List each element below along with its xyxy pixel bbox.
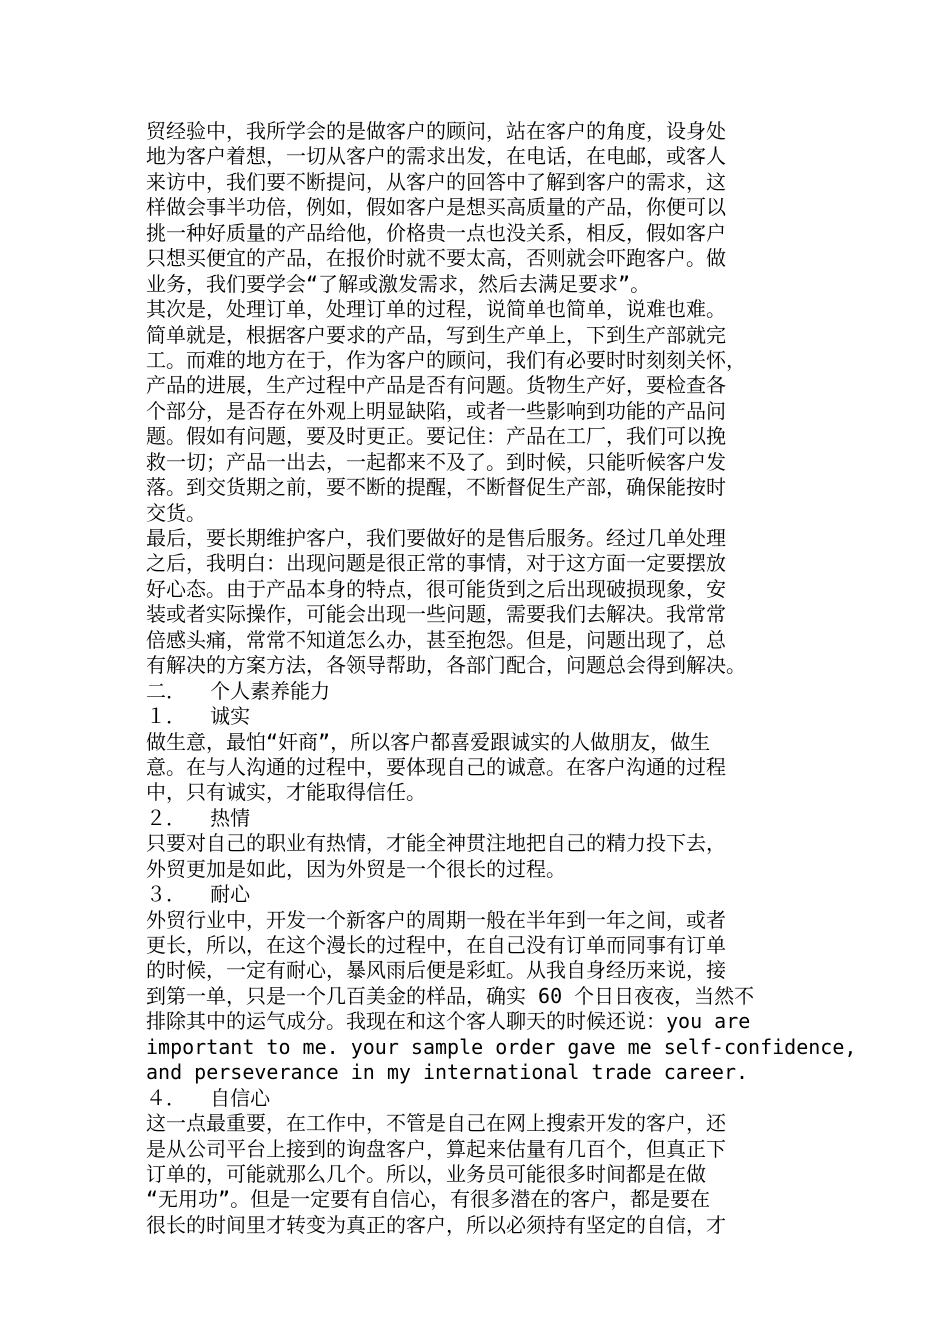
paragraph-order-processing: [146, 297, 811, 526]
text-line: 个部分，是否存在外观上明显缺陷，或者一些影响到功能的产品问: [146, 398, 726, 423]
text-line: 外贸行业中，开发一个新客户的周期一般在半年到一年之间，或者: [146, 907, 726, 932]
text-line: 贸经验中，我所学会的是做客户的顾问，站在客户的角度，设身处: [146, 119, 726, 143]
document-body: [146, 119, 857, 1238]
text-line: 有解决的方案方法，各领导帮助，各部门配合，问题总会得到解决。: [146, 653, 746, 678]
text-line: 中，只有诚实，才能取得信任。: [146, 780, 426, 805]
text-line: 到第一单，只是一个几百美金的样品，确实 60 个日日夜夜，当然不: [146, 983, 755, 1008]
paragraph-customer-consultant: [146, 119, 811, 297]
text-line: 只想买便宜的产品，在报价时就不要太高，否则就会吓跑客户。做: [146, 246, 726, 271]
paragraph-honesty: [146, 730, 811, 806]
text-line: 落。到交货期之前，要不断的提醒，不断督促生产部，确保能按时: [146, 475, 726, 500]
text-line: 这一点最重要，在工作中，不管是自己在网上搜索开发的客户，还: [146, 1111, 726, 1136]
text-line: important to me. your sample order gave me self-confidence,: [146, 1034, 857, 1059]
text-line: 交货。: [146, 500, 206, 525]
text-line: 做生意，最怕“奸商”，所以客户都喜爱跟诚实的人做朋友，做生: [146, 729, 711, 754]
text-line: 之后，我明白：出现问题是很正常的事情，对于这方面一定要摆放: [146, 551, 726, 576]
text-line: 的时候，一定有耐心，暴风雨后便是彩虹。从我自身经历来说，接: [146, 958, 726, 983]
text-line: 产品的进展，生产过程中产品是否有问题。货物生产好，要检查各: [146, 373, 726, 398]
text-line: 救一切；产品一出去，一起都来不及了。到时候，只能听候客户发: [146, 449, 726, 474]
text-line: 更长，所以，在这个漫长的过程中，在自己没有订单而同事有订单: [146, 933, 726, 957]
text-line: 倍感头痛，常常不知道怎么办，甚至抱怨。但是，问题出现了，总: [146, 627, 726, 652]
text-line: 题。假如有问题，要及时更正。要记住：产品在工厂，我们可以挽: [146, 424, 726, 449]
text-line: 工。而难的地方在于，作为客户的顾问，我们有必要时时刻刻关怀，: [146, 347, 746, 372]
text-line: 样做会事半功倍，例如，假如客户是想买高质量的产品，你便可以: [146, 195, 726, 220]
text-line: 最后，要长期维护客户，我们要做好的是售后服务。经过几单处理: [146, 526, 726, 550]
text-line: 意。在与人沟通的过程中，要体现自己的诚意。在客户沟通的过程: [146, 754, 726, 779]
item-heading-enthusiasm: ２． 热情: [146, 805, 251, 830]
text-line: 简单就是，根据客户要求的产品，写到生产单上，下到生产部就完: [146, 322, 726, 347]
paragraph-after-sales: [146, 526, 811, 679]
text-line: 业务，我们要学会“了解或激发需求，然后去满足要求”。: [146, 271, 651, 296]
text-line: 排除其中的运气成分。我现在和这个客人聊天的时候还说：you are: [146, 1009, 751, 1034]
paragraph-patience: [146, 907, 857, 1086]
text-line: 只要对自己的职业有热情，才能全神贯注地把自己的精力投下去，: [146, 831, 726, 856]
section-heading-personal-qualities: 二． 个人素养能力: [146, 678, 331, 703]
text-line: 装或者实际操作，可能会出现一些问题，需要我们去解决。我常常: [146, 602, 726, 627]
paragraph-confidence: [146, 1111, 811, 1238]
text-line: 订单的，可能就那么几个。所以，业务员可能很多时间都是在做: [146, 1161, 706, 1186]
text-line: 是从公司平台上接到的询盘客户，算起来估量有几百个，但真正下: [146, 1136, 726, 1161]
text-line: 来访中，我们要不断提问，从客户的回答中了解到客户的需求，这: [146, 169, 726, 194]
item-heading-patience: ３． 耐心: [146, 882, 251, 907]
text-line: 地为客户着想，一切从客户的需求出发，在电话，在电邮，或客人: [146, 144, 726, 169]
text-line: “无用功”。但是一定要有自信心，有很多潜在的客户，都是要在: [146, 1187, 711, 1212]
text-line: 好心态。由于产品本身的特点，很可能货到之后出现破损现象，安: [146, 576, 726, 601]
text-line: 很长的时间里才转变为真正的客户，所以必须持有坚定的自信，才: [146, 1212, 726, 1237]
paragraph-enthusiasm: [146, 831, 811, 882]
text-line: and perseverance in my international trade career.: [146, 1060, 749, 1085]
text-line: 外贸更加是如此，因为外贸是一个很长的过程。: [146, 856, 566, 881]
text-line: 其次是，处理订单，处理订单的过程，说简单也简单，说难也难。: [146, 297, 726, 322]
item-heading-honesty: １． 诚实: [146, 704, 251, 729]
text-line: 挑一种好质量的产品给他，价格贵一点也没关系，相反，假如客户: [146, 220, 726, 245]
item-heading-confidence: ４． 自信心: [146, 1085, 271, 1110]
